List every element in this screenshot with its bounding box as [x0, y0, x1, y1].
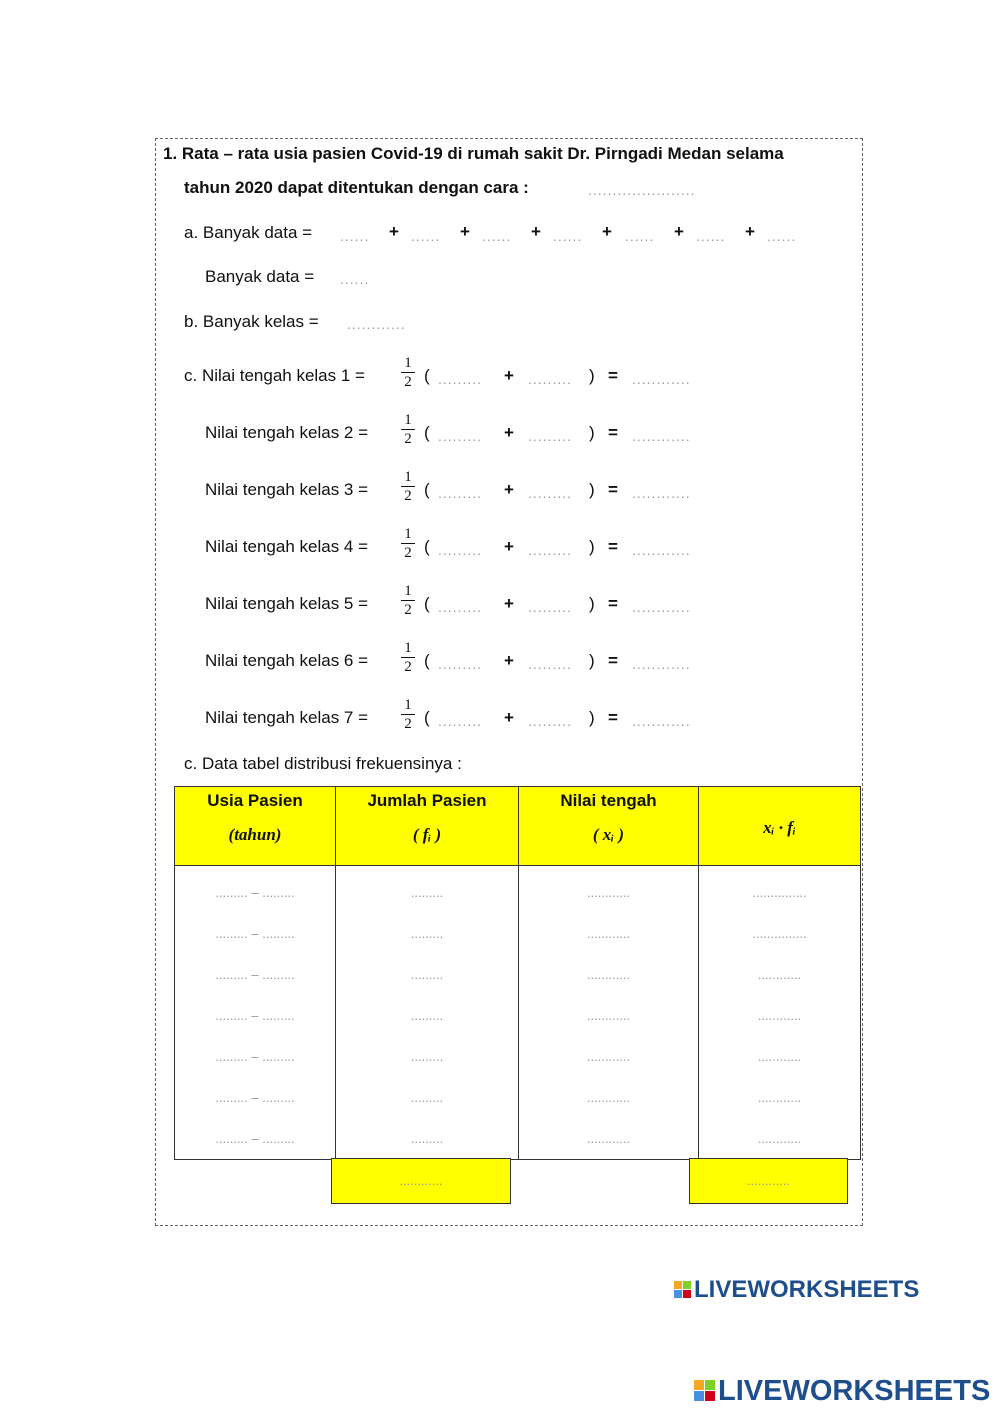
- banyak-data-blank[interactable]: ......: [696, 228, 726, 244]
- midpoint-label-4: Nilai tengah kelas 4 =: [205, 537, 369, 556]
- frequency-table: [174, 786, 861, 1160]
- midpoint-upper-blank[interactable]: .........: [528, 656, 573, 672]
- open-paren: (: [424, 651, 430, 670]
- plus-sign: +: [504, 423, 514, 442]
- fraction-denominator: 2: [404, 602, 412, 618]
- question-line-1: 1. Rata – rata usia pasien Covid-19 di rumah sakit Dr. Pirngadi Medan selama: [163, 144, 784, 163]
- midpoint-result-blank[interactable]: ............: [632, 542, 691, 558]
- usia-cell[interactable]: ......... – .........: [175, 1036, 336, 1077]
- close-paren: ): [589, 594, 595, 613]
- banyak-data-blank[interactable]: ......: [767, 228, 797, 244]
- xf-cell[interactable]: ............: [699, 954, 861, 995]
- open-paren: (: [424, 708, 430, 727]
- jumlah-cell[interactable]: .........: [336, 866, 519, 914]
- nilai-tengah-cell[interactable]: ............: [519, 866, 699, 914]
- midpoint-lower-blank[interactable]: .........: [438, 599, 483, 615]
- midpoint-label-6: Nilai tengah kelas 6 =: [205, 651, 369, 670]
- midpoint-label-5: Nilai tengah kelas 5 =: [205, 594, 369, 613]
- plus-sign: +: [389, 222, 399, 241]
- fraction-denominator: 2: [404, 431, 412, 447]
- banyak-kelas-label: b. Banyak kelas =: [184, 312, 319, 331]
- fraction-bar: [401, 543, 415, 544]
- open-paren: (: [424, 594, 430, 613]
- nilai-tengah-cell[interactable]: ............: [519, 954, 699, 995]
- nilai-tengah-cell[interactable]: ............: [519, 995, 699, 1036]
- xf-cell[interactable]: ............: [699, 1118, 861, 1160]
- table-intro: c. Data tabel distribusi frekuensinya :: [184, 754, 462, 773]
- equals-sign: =: [608, 480, 618, 499]
- banyak-data-blank[interactable]: ......: [340, 228, 370, 244]
- plus-sign: +: [504, 480, 514, 499]
- fraction-bar: [401, 714, 415, 715]
- fraction-bar: [401, 657, 415, 658]
- header-usia: Usia Pasien (tahun): [175, 787, 336, 866]
- plus-sign: +: [602, 222, 612, 241]
- open-paren: (: [424, 537, 430, 556]
- fraction-bar: [401, 372, 415, 373]
- open-paren: (: [424, 423, 430, 442]
- liveworksheets-logo-icon: [694, 1380, 716, 1402]
- fraction-numerator: 1: [404, 469, 412, 485]
- equals-sign: =: [608, 366, 618, 385]
- midpoint-result-blank[interactable]: ............: [632, 656, 691, 672]
- midpoint-result-blank[interactable]: ............: [632, 371, 691, 387]
- midpoint-label-2: Nilai tengah kelas 2 =: [205, 423, 369, 442]
- table-row: [175, 954, 861, 995]
- jumlah-cell[interactable]: .........: [336, 913, 519, 954]
- midpoint-upper-blank[interactable]: .........: [528, 428, 573, 444]
- table-row: [175, 995, 861, 1036]
- banyak-data-total-blank[interactable]: ......: [340, 271, 370, 287]
- close-paren: ): [589, 708, 595, 727]
- plus-sign: +: [504, 708, 514, 727]
- fraction-denominator: 2: [404, 659, 412, 675]
- fraction-numerator: 1: [404, 412, 412, 428]
- fraction-half: [401, 640, 415, 675]
- xf-cell[interactable]: ...............: [699, 866, 861, 914]
- midpoint-upper-blank[interactable]: .........: [528, 713, 573, 729]
- midpoint-label-7: Nilai tengah kelas 7 =: [205, 708, 369, 727]
- total-xf-cell[interactable]: ............: [689, 1158, 848, 1204]
- fraction-denominator: 2: [404, 545, 412, 561]
- midpoint-lower-blank[interactable]: .........: [438, 428, 483, 444]
- banyak-data-blank[interactable]: ......: [553, 228, 583, 244]
- midpoint-lower-blank[interactable]: .........: [438, 656, 483, 672]
- table-row: [175, 866, 861, 914]
- midpoint-upper-blank[interactable]: .........: [528, 542, 573, 558]
- equals-sign: =: [608, 594, 618, 613]
- midpoint-upper-blank[interactable]: .........: [528, 485, 573, 501]
- fraction-denominator: 2: [404, 488, 412, 504]
- equals-sign: =: [608, 537, 618, 556]
- plus-sign: +: [504, 537, 514, 556]
- fraction-numerator: 1: [404, 640, 412, 656]
- usia-cell[interactable]: ......... – .........: [175, 866, 336, 914]
- banyak-data-blank[interactable]: ......: [411, 228, 441, 244]
- jumlah-cell[interactable]: .........: [336, 1077, 519, 1118]
- usia-cell[interactable]: ......... – .........: [175, 1077, 336, 1118]
- fraction-numerator: 1: [404, 526, 412, 542]
- close-paren: ): [589, 480, 595, 499]
- midpoint-result-blank[interactable]: ............: [632, 713, 691, 729]
- fraction-half: [401, 697, 415, 732]
- fraction-half: [401, 583, 415, 618]
- header-jumlah: Jumlah Pasien ( fᵢ ): [336, 787, 519, 866]
- midpoint-lower-blank[interactable]: .........: [438, 542, 483, 558]
- plus-sign: +: [504, 366, 514, 385]
- usia-cell[interactable]: ......... – .........: [175, 913, 336, 954]
- brand-watermark-1: LIVEWORKSHEETS: [674, 1276, 919, 1304]
- xf-cell[interactable]: ............: [699, 1036, 861, 1077]
- fraction-numerator: 1: [404, 355, 412, 371]
- close-paren: ): [589, 423, 595, 442]
- close-paren: ): [589, 651, 595, 670]
- table-row: [175, 1118, 861, 1160]
- brand-watermark-2: LIVEWORKSHEETS: [694, 1375, 990, 1408]
- fraction-numerator: 1: [404, 583, 412, 599]
- banyak-data-blank[interactable]: ......: [625, 228, 655, 244]
- question-line-2: tahun 2020 dapat ditentukan dengan cara :: [184, 178, 529, 197]
- midpoint-upper-blank[interactable]: .........: [528, 599, 573, 615]
- midpoint-upper-blank[interactable]: .........: [528, 371, 573, 387]
- jumlah-cell[interactable]: .........: [336, 1118, 519, 1160]
- nilai-tengah-cell[interactable]: ............: [519, 1077, 699, 1118]
- fraction-bar: [401, 486, 415, 487]
- header-nilai-tengah: Nilai tengah ( xᵢ ): [519, 787, 699, 866]
- midpoint-lower-blank[interactable]: .........: [438, 713, 483, 729]
- open-paren: (: [424, 366, 430, 385]
- plus-sign: +: [460, 222, 470, 241]
- header-xf: xᵢ · fᵢ: [699, 787, 861, 866]
- xf-cell[interactable]: ............: [699, 1077, 861, 1118]
- close-paren: ): [589, 537, 595, 556]
- plus-sign: +: [504, 651, 514, 670]
- midpoint-lower-blank[interactable]: .........: [438, 485, 483, 501]
- usia-cell[interactable]: ......... – .........: [175, 954, 336, 995]
- fraction-denominator: 2: [404, 716, 412, 732]
- midpoint-label-3: Nilai tengah kelas 3 =: [205, 480, 369, 499]
- midpoint-label-1: c. Nilai tengah kelas 1 =: [184, 366, 365, 385]
- equals-sign: =: [608, 423, 618, 442]
- jumlah-cell[interactable]: .........: [336, 1036, 519, 1077]
- fraction-half: [401, 526, 415, 561]
- fraction-bar: [401, 429, 415, 430]
- plus-sign: +: [504, 594, 514, 613]
- usia-cell[interactable]: ......... – .........: [175, 995, 336, 1036]
- fraction-half: [401, 412, 415, 447]
- table-row: [175, 913, 861, 954]
- open-paren: (: [424, 480, 430, 499]
- close-paren: ): [589, 366, 595, 385]
- plus-sign: +: [531, 222, 541, 241]
- banyak-data-total-label: Banyak data =: [205, 267, 315, 286]
- midpoint-result-blank[interactable]: ............: [632, 428, 691, 444]
- fraction-denominator: 2: [404, 374, 412, 390]
- equals-sign: =: [608, 708, 618, 727]
- fraction-bar: [401, 600, 415, 601]
- total-f-cell[interactable]: ............: [331, 1158, 511, 1204]
- nilai-tengah-cell[interactable]: ............: [519, 913, 699, 954]
- table-row: [175, 1077, 861, 1118]
- midpoint-lower-blank[interactable]: .........: [438, 371, 483, 387]
- equals-sign: =: [608, 651, 618, 670]
- banyak-kelas-blank[interactable]: ............: [347, 316, 406, 332]
- banyak-data-label: a. Banyak data =: [184, 223, 313, 242]
- midpoint-result-blank[interactable]: ............: [632, 599, 691, 615]
- midpoint-result-blank[interactable]: ............: [632, 485, 691, 501]
- nilai-tengah-cell[interactable]: ............: [519, 1036, 699, 1077]
- fraction-half: [401, 355, 415, 390]
- fraction-half: [401, 469, 415, 504]
- table-row: [175, 1036, 861, 1077]
- plus-sign: +: [674, 222, 684, 241]
- jumlah-cell[interactable]: .........: [336, 954, 519, 995]
- usia-cell[interactable]: ......... – .........: [175, 1118, 336, 1160]
- jumlah-cell[interactable]: .........: [336, 995, 519, 1036]
- fraction-numerator: 1: [404, 697, 412, 713]
- xf-cell[interactable]: ...............: [699, 913, 861, 954]
- nilai-tengah-cell[interactable]: ............: [519, 1118, 699, 1160]
- xf-cell[interactable]: ............: [699, 995, 861, 1036]
- banyak-data-blank[interactable]: ......: [482, 228, 512, 244]
- plus-sign: +: [745, 222, 755, 241]
- answer-blank-method[interactable]: ......................: [588, 182, 696, 198]
- liveworksheets-logo-icon: [674, 1281, 692, 1299]
